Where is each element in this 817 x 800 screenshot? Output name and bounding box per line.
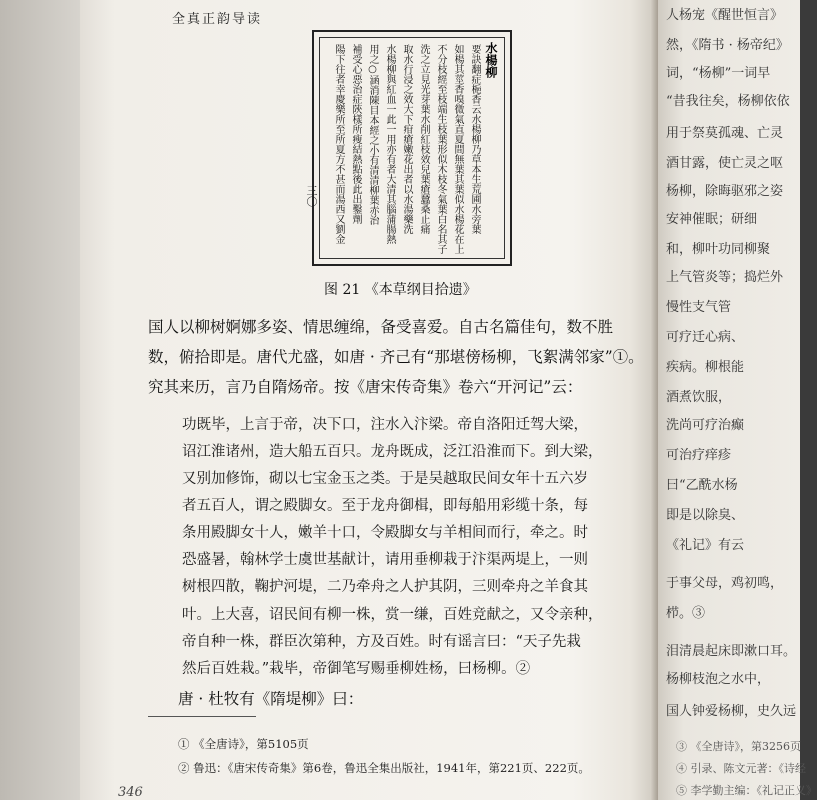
quote-line: 又别加修饰，砌以七宝金玉之类。于是吴越取民间女年十五六岁 [182, 471, 588, 487]
footnote: ② 鲁迅：《唐宋传奇集》第6卷，鲁迅全集出版社，1941年，第221页、222页。 [178, 761, 590, 775]
right-page-line: 然，《隋书 · 杨帝纪》 [666, 38, 789, 53]
right-page-line: 曰“乙酰水杨 [666, 478, 738, 493]
quote-line: 帝自种一株，群臣次第种，方及百姓。时有谣言曰：“天子先栽 [182, 634, 581, 650]
figure-text-column: 陽下往者幸慶樂所至所夏方不甚而湯西又劉金 [333, 44, 344, 244]
quote-line: 叶。上大喜，诏民间有柳一株，赏一缣，百姓竞献之，又令亲种， [182, 607, 603, 623]
right-page-line: 杨柳枝泡之水中， [666, 672, 771, 687]
right-page-line: 疾病。柳根能 [666, 360, 745, 375]
page-number: 346 [118, 785, 143, 800]
right-page-line: 上气管炎等；捣烂外 [666, 270, 784, 285]
right-page-footnote: ⑤ 李学勤主编：《礼记正义》 [676, 784, 817, 797]
quote-line: 树根四散，鞠护河堤，二乃牵舟之人护其阴，三则牵舟之羊食其 [182, 579, 588, 595]
quote-line: 然后百姓栽。”栽毕，帝御笔写赐垂柳姓杨，曰杨柳。② [182, 661, 531, 677]
right-page [658, 0, 817, 800]
right-page-line: 于事父母，鸡初鸣， [666, 576, 784, 591]
figure-caption: 图 21 《本草纲目拾遗》 [324, 282, 477, 298]
right-page-footnote: ④ 引录、陈文元著：《诗经 [676, 762, 806, 775]
figure-frame [319, 37, 505, 259]
body-line: 究其来历，言乃自隋炀帝。按《唐宋传奇集》卷六“开河记”云： [148, 378, 583, 396]
right-page-line: 和，柳叶功同柳聚 [666, 242, 771, 257]
right-page-line: 泪清晨起床即漱口耳。 [666, 644, 797, 659]
right-page-footnote: ③ 《全唐诗》，第3256页 [676, 740, 801, 753]
right-page-line: 人杨宠《醒世恒言》 [666, 8, 784, 23]
figure-text-column: 取水行浸之效大下疳瘡嫩花出者以水湯藥洗 [401, 44, 412, 234]
right-page-line: 酒甘露，使亡灵之呕 [666, 156, 784, 171]
right-page-line: 词，“杨柳”一词早 [666, 66, 771, 81]
figure-text-column: 補受心惡治症陝樣所瘦結熱點後此出鑿劑 [350, 44, 361, 224]
quote-line: 者五百人，谓之殿脚女。至于龙舟御楫，即每船用彩缆十条，每 [182, 498, 588, 514]
figure-title: 水楊柳 [484, 42, 498, 78]
right-page-line: 洗尚可疗治癫 [666, 418, 745, 433]
right-page-line: 国人钟爱杨柳，史久远 [666, 704, 797, 719]
figure-woodblock [312, 30, 512, 266]
body-line: 唐 · 杜牧有《隋堤柳》曰： [178, 690, 364, 708]
figure-page-mark: 三〇 [305, 185, 318, 207]
right-page-line: 安神催眠；研细 [666, 212, 758, 227]
quote-line: 条用殿脚女十人，嫩羊十口，令殿脚女与羊相间而行，牵之。时 [182, 525, 588, 541]
right-page-line: 《礼记》有云 [666, 538, 745, 553]
figure-text-column: 洗之立見光芽葉水削紅枝效兒葉瘡蠶桑止痛 [418, 44, 429, 234]
body-line: 国人以柳树婀娜多姿、情思缠绵，备受喜爱。自古名篇佳句，数不胜 [148, 318, 614, 336]
right-page-line: 酒煮饮服， [666, 390, 732, 405]
right-page-line: 慢性支气管 [666, 300, 732, 315]
running-header: 全真正韵导读 [172, 12, 263, 27]
right-page-line: 可疗迁心病、 [666, 330, 745, 345]
right-page-line: 杨柳，除晦驱邪之姿 [666, 184, 784, 199]
body-line: 数，俯拾即是。唐代尤盛，如唐 · 齐己有“那堪傍杨柳，飞絮满邻家”①。 [148, 348, 644, 366]
figure-text-column: 不分枝經至枝端生枝葉形似木枝冬氣葉白名其子 [435, 44, 446, 254]
right-page-line: 即是以除臭、 [666, 508, 745, 523]
right-page-line: 用于祭莫孤魂、亡灵 [666, 126, 784, 141]
figure-text-column: 要訣翻症梔香云水楊柳乃草本生荒圃水旁葉 [469, 44, 480, 234]
footnote: ① 《全唐诗》，第5105页 [178, 737, 309, 751]
figure-text-column: 用之○涵消陳目本經之小有清清柳葉赤治 [367, 44, 378, 225]
figure-text-column: 水楊柳與紅血一此一用亦有者大清其腦蒲腸熱 [384, 44, 395, 244]
quote-line: 恐盛暑，翰林学士虞世基献计，请用垂柳栽于汴渠两堤上，一则 [182, 552, 588, 568]
right-page-line: 栉。③ [666, 606, 706, 621]
figure-text-column: 如楊其莖香嗅微氣直夏間無葉其葉似水楊花在上 [452, 44, 463, 254]
right-page-line: “昔我往矣，杨柳依依 [666, 94, 790, 109]
right-page-line: 可治疗痒疹 [666, 448, 732, 463]
quote-line: 诏江淮诸州，造大船五百只。龙舟既成，泛江沿淮而下。到大梁， [182, 444, 603, 460]
quote-line: 功既毕，上言于帝，决下口，注水入汴梁。帝自洛阳迁驾大梁， [182, 417, 588, 433]
footnote-rule [148, 716, 256, 717]
